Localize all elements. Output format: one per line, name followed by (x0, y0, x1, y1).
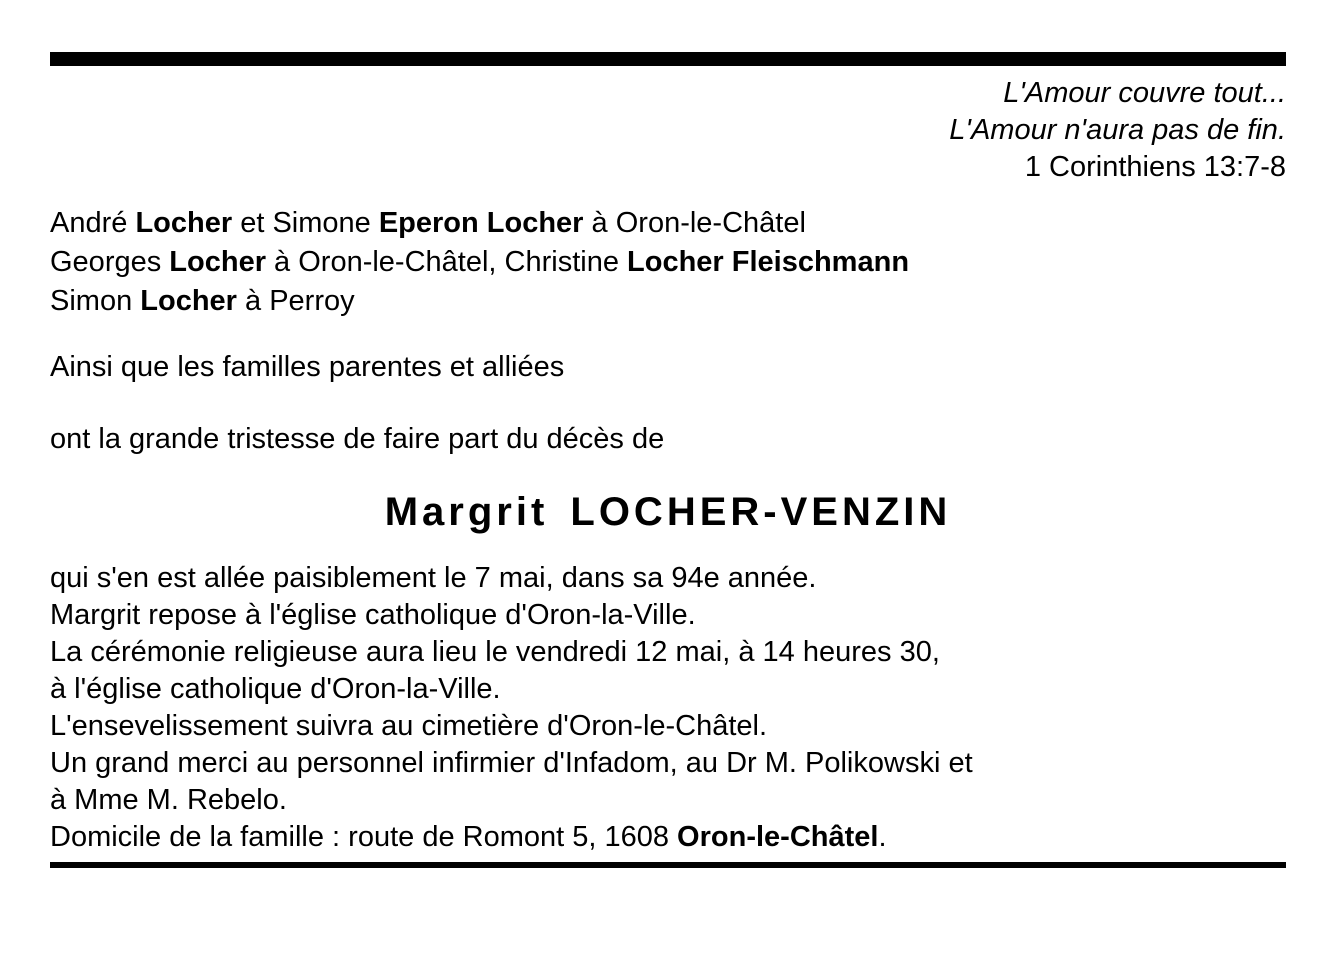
epigraph-line-1: L'Amour couvre tout... (1003, 77, 1286, 109)
deceased-name: Margrit LOCHER-VENZIN (384, 490, 952, 534)
detail-line: La cérémonie religieuse aura lieu le vendredi 12 mai, à 14 heures 30, (50, 636, 940, 668)
detail-line: Un grand merci au personnel infirmier d'Infadom, au Dr M. Polikowski et (50, 747, 973, 779)
announcers-paragraph (50, 204, 1286, 321)
detail-line: qui s'en est allée paisiblement le 7 mai, dans sa 94e année. (50, 562, 817, 594)
detail-line: L'ensevelissement suivra au cimetière d'Oron-le-Châtel. (50, 710, 768, 742)
epigraph-scripture-reference: 1 Corinthiens 13:7-8 (1024, 151, 1286, 183)
detail-line: à l'église catholique d'Oron-la-Ville. (50, 673, 501, 705)
death-notice-document (50, 52, 1286, 868)
details-paragraph (50, 560, 1286, 856)
announcer-line: Simon Locher à Perroy (50, 285, 355, 317)
detail-line: Margrit repose à l'église catholique d'Oron-la-Ville. (50, 599, 696, 631)
top-rule (50, 52, 1286, 66)
announcer-line: Georges Locher à Oron-le-Châtel, Christine Locher Fleischmann (50, 246, 910, 278)
announcement-line: ont la grande tristesse de faire part du décès de (50, 423, 665, 455)
bottom-rule (50, 862, 1286, 868)
epigraph (50, 75, 1286, 186)
announcer-line: André Locher et Simone Eperon Locher à Oron-le-Châtel (50, 207, 806, 239)
families-line: Ainsi que les familles parentes et alliées (50, 351, 565, 383)
detail-line: à Mme M. Rebelo. (50, 784, 287, 816)
epigraph-line-2: L'Amour n'aura pas de fin. (949, 114, 1286, 146)
detail-line: Domicile de la famille : route de Romont 5, 1608 Oron-le-Châtel. (50, 821, 887, 853)
